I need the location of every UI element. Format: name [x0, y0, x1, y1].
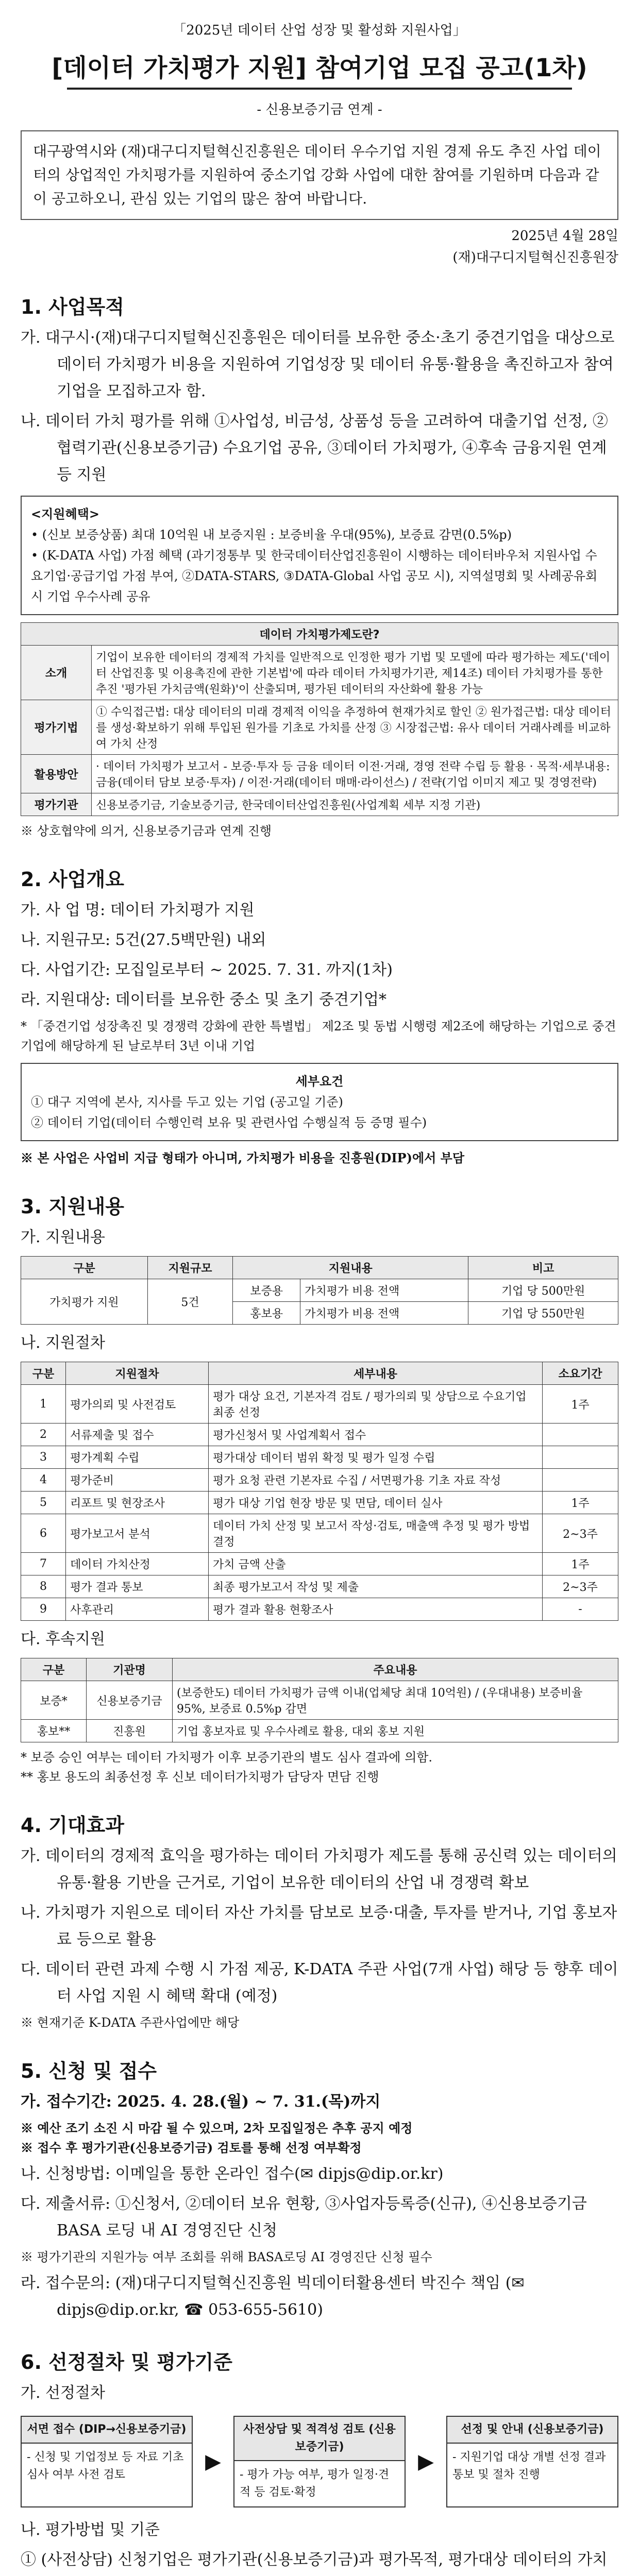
s2-item: 다. 사업기간: 모집일로부터 ~ 2025. 7. 31. 까지(1차) — [21, 961, 393, 979]
table-row — [21, 1575, 618, 1598]
col-header: 주요내용 — [173, 1658, 618, 1681]
support-type: 보증용 — [233, 1279, 300, 1302]
requirements-title: 세부요건 — [295, 1074, 344, 1089]
step-no: 4 — [21, 1469, 66, 1492]
followup-kind: 홍보** — [21, 1720, 87, 1742]
col-header: 지원내용 — [233, 1257, 468, 1279]
flow-step — [21, 2416, 193, 2507]
s5-note: ※ 접수 후 평가기관(신용보증기금) 검토를 통해 선정 여부확정 — [21, 2140, 362, 2155]
flow-step-head: 선정 및 안내 (신용보증기금) — [447, 2417, 617, 2444]
s2-warning: ※ 본 사업은 사업비 지급 형태가 아니며, 가치평가 비용을 진흥원(DIP)에서 부담 — [21, 1150, 465, 1165]
followup-text: 기업 홍보자료 및 우수사례로 활용, 대외 홍보 지원 — [173, 1720, 618, 1742]
table-row — [21, 1598, 618, 1621]
step-detail: 가치 금액 산출 — [209, 1553, 543, 1575]
benefit-item: • (신보 보증상품) 최대 10억원 내 보증지원 : 보증비율 우대(95%), 보증료 감면(0.5%p) — [31, 528, 512, 542]
col-header: 구분 — [21, 1658, 87, 1681]
support-content: 가치평가 비용 전액 — [300, 1279, 468, 1302]
s2-item: 가. 사 업 명: 데이터 가치평가 지원 — [21, 901, 255, 919]
step-detail: 평가 결과 활용 현황조사 — [209, 1598, 543, 1621]
col-header: 소요기간 — [543, 1362, 618, 1385]
s6-na: 나. 평가방법 및 기준 — [21, 2521, 160, 2539]
s5-da: 다. 제출서류: ①신청서, ②데이터 보유 현황, ③사업자등록증(신규), ④신용보증기금 BASA 로딩 내 AI 경영진단 신청 — [21, 2195, 587, 2240]
flow-step-body: - 신청 및 기업정보 등 자료 기초심사 여부 사전 검토 — [27, 2451, 184, 2481]
col-header: 지원규모 — [147, 1257, 232, 1279]
row-label: 활용방안 — [21, 755, 92, 793]
step-detail: 데이터 가치 산정 및 보고서 작성·검토, 매출액 추정 및 평가 방법 결정 — [209, 1514, 543, 1553]
col-header: 기관명 — [87, 1658, 173, 1681]
col-header: 비고 — [468, 1257, 618, 1279]
step-period: 1주 — [543, 1385, 618, 1423]
row-text: 신용보증기금, 기술보증기금, 한국데이터산업진흥원(사업계획 세부 지정 기관) — [92, 793, 618, 816]
s2-item: 라. 지원대상: 데이터를 보유한 중소 및 초기 중견기업* — [21, 991, 386, 1009]
page-title: [데이터 가치평가 지원] 참여기업 모집 공고(1차) — [52, 54, 587, 82]
table-row — [21, 1385, 618, 1423]
support-note: 기업 당 550만원 — [468, 1302, 618, 1325]
step-period — [543, 1469, 618, 1492]
section-3-title: 3. 지원내용 — [21, 1195, 124, 1218]
step-name: 리포트 및 현장조사 — [66, 1492, 209, 1514]
valuation-caption: 데이터 가치평가제도란? — [21, 623, 618, 646]
s4-na: 나. 가치평가 지원으로 데이터 자산 가치를 담보로 보증·대출, 투자를 받거나, 기업 홍보자료 등으로 활용 — [21, 1904, 617, 1948]
table-row — [21, 1681, 618, 1720]
followup-org: 신용보증기금 — [87, 1681, 173, 1720]
flow-step-head: 서면 접수 (DIP→신용보증기금) — [22, 2417, 192, 2444]
section-4-title: 4. 기대효과 — [21, 1814, 124, 1837]
followup-text: (보증한도) 데이터 가치평가 금액 이내(업체당 최대 10억원) / (우대내용) 보증비율 95%, 보증료 0.5%p 감면 — [173, 1681, 618, 1720]
col-header: 구분 — [21, 1362, 66, 1385]
step-no: 1 — [21, 1385, 66, 1423]
step-name: 평가계획 수립 — [66, 1446, 209, 1469]
section-1-title: 1. 사업목적 — [21, 296, 124, 318]
step-detail: 평가신청서 및 사업계획서 접수 — [209, 1423, 543, 1446]
s6-ga: 가. 선정절차 — [21, 2384, 105, 2402]
notice-org: (재)대구디지털혁신진흥원장 — [452, 250, 618, 265]
step-detail: 평가 요청 관련 기본자료 수집 / 서면평가용 기초 자료 작성 — [209, 1469, 543, 1492]
procedure-table — [21, 1362, 618, 1621]
s1-item-na: 나. 데이터 가치 평가를 위해 ①사업성, 비금성, 상품성 등을 고려하여 대출기업 선정, ②협력기관(신용보증기금) 수요기업 공유, ③데이터 가치평가, ④후속 금융지원 연계 등 지원 — [21, 412, 608, 484]
table-row — [21, 1720, 618, 1742]
table-row — [21, 1446, 618, 1469]
followup-kind: 보증* — [21, 1681, 87, 1720]
section-5-title: 5. 신청 및 접수 — [21, 2060, 157, 2082]
step-name: 평가보고서 분석 — [66, 1514, 209, 1553]
benefit-box — [21, 496, 618, 615]
s5-na: 나. 신청방법: 이메일을 통한 온라인 접수(✉ dipjs@dip.or.kr) — [21, 2165, 444, 2183]
step-detail: 최종 평가보고서 작성 및 제출 — [209, 1575, 543, 1598]
s6-crit: ① (사전상담) 신청기업은 평가기관(신용보증기금)과 평가목적, 평가대상 데이터의 가치 — [21, 2551, 608, 2569]
step-name: 평가준비 — [66, 1469, 209, 1492]
s2-item: 나. 지원규모: 5건(27.5백만원) 내외 — [21, 931, 266, 949]
step-no: 6 — [21, 1514, 66, 1553]
step-no: 7 — [21, 1553, 66, 1575]
s3-note: ** 홍보 용도의 최종선정 후 신보 데이터가치평가 담당자 면담 진행 — [21, 1770, 379, 1784]
requirement-item: ② 데이터 기업(데이터 수행인력 보유 및 관련사업 수행실적 등 증명 필수) — [31, 1115, 427, 1130]
section-6-title: 6. 선정절차 및 평가기준 — [21, 2351, 232, 2374]
step-period — [543, 1423, 618, 1446]
row-label: 소개 — [21, 646, 92, 700]
flow-step-body: - 지원기업 대상 개별 선정 결과 통보 및 절차 진행 — [452, 2451, 606, 2481]
table-row — [21, 1423, 618, 1446]
intro-box: 대구광역시와 (재)대구디지털혁신진흥원은 데이터 우수기업 지원 경제 유도 추진 사업 데이터의 상업적인 가치평가를 지원하여 중소기업 강화 사업에 대한 참여를 기원하며 다음과 같이 공고하오니, 관심 있는 기업의 많은 참여 바랍니다. — [21, 130, 618, 220]
arrow-right-icon: ▶ — [205, 2450, 221, 2473]
step-period: 1주 — [543, 1553, 618, 1575]
step-name: 서류제출 및 접수 — [66, 1423, 209, 1446]
s3-note: * 보증 승인 여부는 데이터 가치평가 이후 보증기관의 별도 심사 결과에 의함. — [21, 1750, 433, 1765]
step-no: 2 — [21, 1423, 66, 1446]
selection-flow — [21, 2416, 618, 2507]
s3-da: 다. 후속지원 — [21, 1630, 105, 1648]
org-line: - 신용보증기금 연계 - — [257, 102, 382, 117]
s4-ga: 가. 데이터의 경제적 효익을 평가하는 데이터 가치평가 제도를 통해 공신력 있는 데이터의 유통·활용 기반을 근거로, 기업이 보유한 데이터의 산업 내 경쟁력 확보 — [21, 1847, 617, 1892]
step-detail: 평가대상 데이터 범위 확정 및 평가 일정 수립 — [209, 1446, 543, 1469]
followup-table — [21, 1658, 618, 1742]
step-name: 데이터 가치산정 — [66, 1553, 209, 1575]
step-name: 평가의뢰 및 사전검토 — [66, 1385, 209, 1423]
support-type: 홍보용 — [233, 1302, 300, 1325]
section-2-title: 2. 사업개요 — [21, 868, 124, 891]
title-divider — [67, 88, 572, 90]
flow-step — [446, 2416, 618, 2507]
col-header: 지원절차 — [66, 1362, 209, 1385]
s2-note: * 「중견기업 성장촉진 및 경쟁력 강화에 관한 특별법」 제2조 및 동법 시행령 제2조에 해당하는 기업으로 중견기업에 해당하게 된 날로부터 3년 이내 기업 — [21, 1019, 616, 1053]
col-header: 구분 — [21, 1257, 148, 1279]
s3-na: 나. 지원절차 — [21, 1334, 105, 1352]
s5-da-note: ※ 평가기관의 지원가능 여부 조회를 위해 BASA로딩 AI 경영진단 신청 필수 — [21, 2250, 432, 2264]
step-name: 평가 결과 통보 — [66, 1575, 209, 1598]
step-period: - — [543, 1598, 618, 1621]
support-content: 가치평가 비용 전액 — [300, 1302, 468, 1325]
s1-note: ※ 상호협약에 의거, 신용보증기금과 연계 진행 — [21, 824, 272, 838]
s5-ra: 라. 접수문의: (재)대구디지털혁신진흥원 빅데이터활용센터 박진수 책임 (✉ dipjs@dip.or.kr, ☎ 053-655-5610) — [21, 2274, 525, 2319]
notice-document — [21, 0, 618, 2576]
col-header: 세부내용 — [209, 1362, 543, 1385]
step-no: 9 — [21, 1598, 66, 1621]
s4-note: ※ 현재기준 K-DATA 주관사업에만 해당 — [21, 2015, 240, 2030]
s1-item-ga: 가. 대구시·(재)대구디지털혁신진흥원은 데이터를 보유한 중소·초기 중견기업을 대상으로 데이터 가치평가 비용을 지원하여 기업성장 및 데이터 유통·활용을 촉진하고자 참여기업을 모집하고자 함. — [21, 329, 615, 400]
support-table — [21, 1256, 618, 1325]
flow-step — [233, 2416, 406, 2507]
row-text: · 데이터 가치평가 보고서 - 보증·투자 등 금융 데이터 이전·거래, 경영 전략 수립 등 활용 · 목적·세부내용: 금융(데이터 담보 보증·투자) / 이전·거래(데이터 매매·라이선스) / 전략(기업 이미지 제고 및 경영전략) — [92, 755, 618, 793]
step-detail: 평가 대상 요건, 기본자격 검토 / 평가의뢰 및 상담으로 수요기업 최종 선정 — [209, 1385, 543, 1423]
step-no: 8 — [21, 1575, 66, 1598]
step-period — [543, 1446, 618, 1469]
step-period: 2~3주 — [543, 1514, 618, 1553]
table-row — [21, 1553, 618, 1575]
notice-date: 2025년 4월 28일 — [511, 228, 618, 244]
s5-note: ※ 예산 조기 소진 시 마감 될 수 있으며, 2차 모집일정은 추후 공지 예정 — [21, 2121, 413, 2136]
row-text: ① 수익접근법: 대상 데이터의 미래 경제적 이익을 추정하여 현재가치로 할인 ② 원가접근법: 대상 데이터를 생성·확보하기 위해 투입된 원가를 기초로 가치를 산정 ③ 시장접근법: 유사 데이터 거래사례를 비교하여 가치 산정 — [92, 700, 618, 755]
flow-step-body: - 평가 가능 여부, 평가 일정·견적 등 검토·확정 — [239, 2468, 390, 2499]
flow-step-head: 사전상담 및 적격성 검토 (신용보증기금) — [234, 2417, 405, 2461]
step-period: 2~3주 — [543, 1575, 618, 1598]
step-no: 3 — [21, 1446, 66, 1469]
valuation-table — [21, 622, 618, 816]
step-period: 1주 — [543, 1492, 618, 1514]
s3-ga: 가. 지원내용 — [21, 1228, 105, 1246]
requirements-box — [21, 1063, 618, 1141]
support-note: 기업 당 500만원 — [468, 1279, 618, 1302]
followup-org: 진흥원 — [87, 1720, 173, 1742]
table-row — [21, 1514, 618, 1553]
support-group: 가치평가 지원 — [21, 1279, 148, 1325]
s4-da: 다. 데이터 관련 과제 수행 시 가점 제공, K-DATA 주관 사업(7개 사업) 해당 등 향후 데이터 사업 지원 시 혜택 확대 (예정) — [21, 1960, 618, 2005]
support-count: 5건 — [147, 1279, 232, 1325]
program-subtitle: 「2025년 데이터 산업 성장 및 활성화 지원사업」 — [173, 23, 466, 38]
benefit-title: <지원혜택> — [31, 506, 99, 521]
row-label: 평가기관 — [21, 793, 92, 816]
s5-ga: 가. 접수기간: 2025. 4. 28.(월) ~ 7. 31.(목)까지 — [21, 2093, 381, 2111]
table-row — [21, 1492, 618, 1514]
step-no: 5 — [21, 1492, 66, 1514]
arrow-right-icon: ▶ — [418, 2450, 434, 2473]
requirement-item: ① 대구 지역에 본사, 지사를 두고 있는 기업 (공고일 기준) — [31, 1095, 343, 1109]
step-detail: 평가 대상 기업 현장 방문 및 면담, 데이터 실사 — [209, 1492, 543, 1514]
row-label: 평가기법 — [21, 700, 92, 755]
table-row — [21, 1469, 618, 1492]
step-name: 사후관리 — [66, 1598, 209, 1621]
row-text: 기업이 보유한 데이터의 경제적 가치를 일반적으로 인정한 평가 기법 및 모델에 따라 평가하는 제도('데이터 산업진흥 및 이용촉진에 관한 기본법'에 따라 데이터 가치평가기관, 제14조) 데이터 가치평가를 통한 추진 '평가된 가치금액(원화)'이 산출되며, 평가된 데이터의 자산화에 활용 가능 — [92, 646, 618, 700]
benefit-item: • (K-DATA 사업) 가점 혜택 (과기정통부 및 한국데이터산업진흥원이 시행하는 데이터바우처 지원사업 수요기업·공급기업 가점 부여, ②DATA-STARS, ③DATA-Global 사업 공모 시), 지역설명회 및 사례공유회 시 기업 우수사례 공유 — [31, 548, 598, 604]
